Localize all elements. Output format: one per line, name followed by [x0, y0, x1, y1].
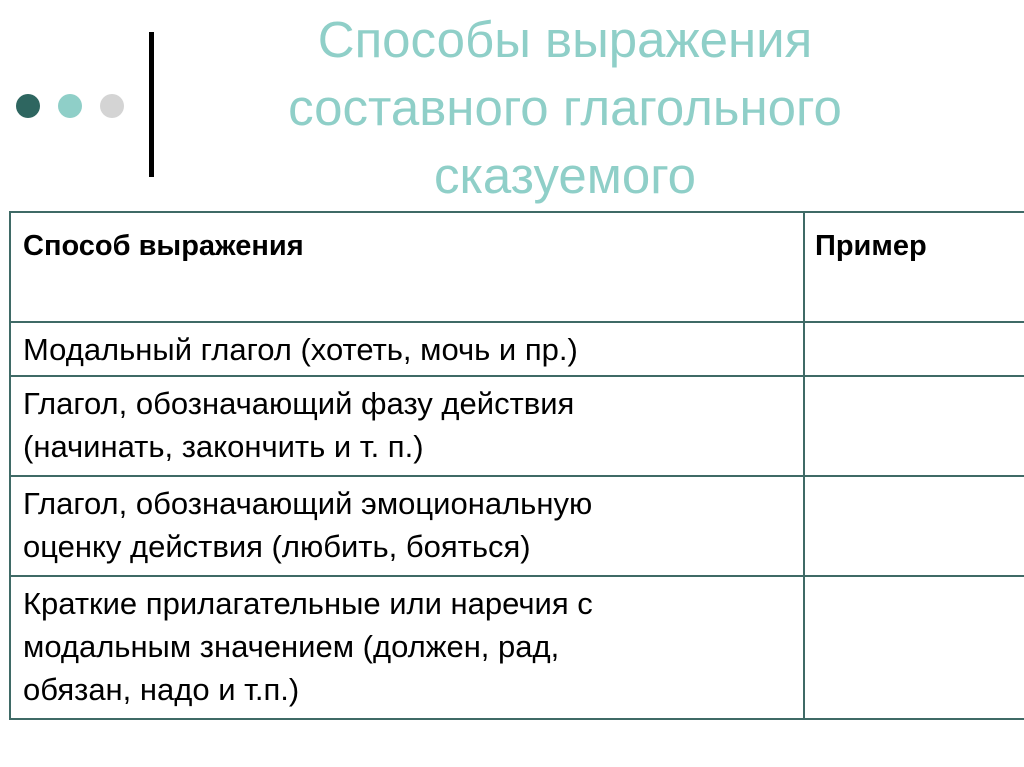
title-line: составного глагольного — [288, 79, 842, 136]
table-row — [10, 322, 1024, 376]
dark-teal-dot — [16, 94, 40, 118]
cell-line: Краткие прилагательные или наречия с — [23, 586, 593, 621]
methods-table — [9, 211, 1024, 720]
cell-line: обязан, надо и т.п.) — [23, 672, 300, 707]
header-method: Способ выражения — [10, 212, 804, 322]
slide-title — [190, 6, 940, 210]
vertical-divider — [149, 32, 154, 177]
table-row — [10, 576, 1024, 719]
cell-line: оценку действия (любить, бояться) — [23, 529, 531, 564]
table-row — [10, 376, 1024, 476]
cell-line: Глагол, обозначающий эмоциональную — [23, 486, 593, 521]
title-line: сказуемого — [433, 147, 697, 204]
grey-dot — [100, 94, 124, 118]
decorative-dots — [16, 94, 124, 118]
method-cell — [10, 576, 804, 719]
cell-line: модальным значением (должен, рад, — [23, 629, 560, 664]
cell-line: Глагол, обозначающий фазу действия — [23, 386, 575, 421]
example-cell — [804, 322, 1024, 376]
method-cell — [10, 376, 804, 476]
example-cell — [804, 576, 1024, 719]
cell-line: Модальный глагол (хотеть, мочь и пр.) — [23, 332, 578, 367]
table-header-row — [10, 212, 1024, 322]
light-teal-dot — [58, 94, 82, 118]
method-cell — [10, 322, 804, 376]
example-cell — [804, 476, 1024, 576]
example-cell — [804, 376, 1024, 476]
header-example: Пример — [804, 212, 1024, 322]
cell-line: (начинать, закончить и т. п.) — [23, 429, 424, 464]
table-row — [10, 476, 1024, 576]
method-cell — [10, 476, 804, 576]
title-line: Способы выражения — [317, 11, 813, 68]
